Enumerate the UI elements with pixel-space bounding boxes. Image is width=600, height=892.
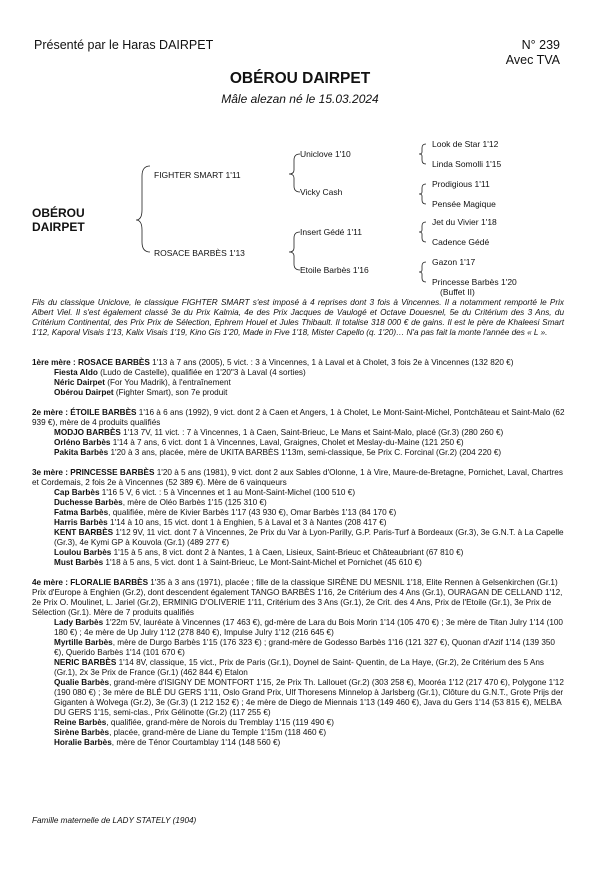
- subject-name-line2: DAIRPET: [32, 220, 85, 234]
- pedigree-chart: [0, 130, 600, 300]
- pedigree-bracket-subject: [136, 166, 150, 252]
- maternal-family: [32, 358, 566, 758]
- pedigree-subject: [32, 206, 85, 234]
- list-item: Myrtille Barbès, mère de Durgo Barbès 1'15 (176 323 €) ; grand-mère de Godesso Barbès 1'16 (121 327 €), Quonan d'Azif 1'14 (139 350 €), Querido Barbès 1'14 (101 670 €): [54, 638, 555, 657]
- dam-heading: 3e mère : PRINCESSE BARBÈS 1'20 à 5 ans (1981), 9 vict. dont 2 aux Sables d'Olonne, 1 à Vire, Maure-de-Bretagne, Pornichet, Laval, Chartres et Cordemais, 2 fois 2e à Vincennes (52 389 €). Mère de 6 vainqueurs: [32, 468, 563, 487]
- subject-name-line1: OBÉROU: [32, 206, 85, 220]
- vat-label: Avec TVA: [505, 53, 560, 67]
- dam-block-3: [32, 468, 566, 568]
- pedigree-sdd: Pensée Magique: [432, 199, 496, 209]
- list-item: Horalie Barbès, mère de Ténor Courtamblay 1'14 (148 560 €): [54, 738, 281, 747]
- list-item: Orléno Barbès 1'14 à 7 ans, 6 vict. dont 1 à Vincennes, Laval, Graignes, Cholet et Meslay-du-Maine (121 250 €): [54, 438, 464, 447]
- dam-block-1: [32, 358, 566, 398]
- pedigree-bracket-ss: [419, 144, 426, 164]
- lot-number-block: [506, 38, 560, 68]
- pedigree-dam-sire: Insert Gédé 1'11: [300, 227, 362, 237]
- horse-name-title: OBÉROU DAIRPET: [229, 70, 371, 87]
- pedigree-bracket-sd: [419, 184, 426, 204]
- list-item: Fiesta Aldo (Ludo de Castelle), qualifiée en 1'20"3 à Laval (4 sorties): [54, 368, 306, 377]
- pedigree-dsd: Cadence Gédé: [432, 237, 490, 247]
- pedigree-dds: Gazon 1'17: [432, 257, 476, 267]
- pedigree-bracket-dam: [289, 232, 300, 270]
- pedigree-sire: FIGHTER SMART 1'11: [154, 170, 241, 180]
- list-item: Loulou Barbès 1'15 à 5 ans, 8 vict. dont 2 à Nantes, 1 à Caen, Lisieux, Saint-Brieuc et Châteaubriant (67 810 €): [54, 548, 464, 557]
- pedigree-ddd-note: (Buffet II): [440, 287, 475, 297]
- pedigree-dam-dam: Etoile Barbès 1'16: [300, 265, 369, 275]
- lot-number: N° 239: [521, 38, 560, 52]
- pedigree-sds: Prodigious 1'11: [432, 179, 490, 189]
- dam-heading: 2e mère : ÉTOILE BARBÈS 1'16 à 6 ans (1992), 9 vict. dont 2 à Caen et Angers, 1 à Cholet, Le Mont-Saint-Michel, Pontchâteau et Saint-Malo (62 939 €), mère de 4 produits qualifiés: [32, 408, 565, 427]
- list-item: Obérou Dairpet (Fighter Smart), son 7e produit: [54, 388, 228, 397]
- pedigree-dam: ROSACE BARBÈS 1'13: [154, 248, 245, 258]
- list-item: Harris Barbès 1'14 à 10 ans, 15 vict. dont 1 à Enghien, 5 à Laval et 3 à Nantes (208 417 €): [54, 518, 387, 527]
- pedigree-bracket-dd: [419, 262, 426, 282]
- presenter-text: Présenté par le Haras DAIRPET: [34, 38, 214, 52]
- pedigree-bracket-ds: [419, 222, 426, 242]
- list-item: Duchesse Barbès, mère de Oléo Barbès 1'15 (125 310 €): [54, 498, 267, 507]
- pedigree-sss: Look de Star 1'12: [432, 139, 499, 149]
- dam-heading: 4e mère : FLORALIE BARBÈS 1'35 à 3 ans (1971), placée ; fille de la classique SIRÈNE DU MESNIL 1'18, Elite Rennen à Gelsenkirchen (Gr.1) Prix d'Europe à Enghien (Gr.2), dont descendent également TANGO BARBÈS 1'16, 2e Critérium des 4 Ans (Gr.1), OURAGAN DE CELLAND 1'12, 2e Prix O. Moulinet, L. Jariel (Gr.2), ERMINIG D'OLIVERIE 1'11, Critérium des 3 Ans (Gr.1), 2e Crit. des 4 Ans, Prix de l'Etoile (Gr.1), 3e Prix de Sélection (Gr.1). Mère de 7 produits qualifiés: [32, 578, 563, 617]
- horse-description: Mâle alezan né le 15.03.2024: [221, 92, 379, 106]
- list-item: MODJO BARBÈS 1'13 7V, 11 vict. : 7 à Vincennes, 1 à Caen, Saint-Brieuc, Le Mans et Saint-Malo, placé (Gr.3) (280 260 €): [54, 428, 504, 437]
- list-item: Cap Barbès 1'16 5 V, 6 vict. : 5 à Vincennes et 1 au Mont-Saint-Michel (100 510 €): [54, 488, 356, 497]
- sire-intro-paragraph: Fils du classique Uniclove, le classique FIGHTER SMART s'est imposé à 4 reprises dont 3 fois à Vincennes. Il a notamment remporté le Prix Albert Viel. Il s'est également classé 3e du Prix Kalmia, 4e des Prix Jacques de Vaulogé et Octave Douesnel, 5e du Critérium des 3 Ans, du Critérium Continental, des Prix Prix de Sélection, Ephrem Houel et Jules Thibault. Il totalise 318 000 € de gains. Il est le père de Khaleesi Smart 1'12, Kaporal Visais 1'13, Kalix Visais 1'19, Kino Gis 1'20, Made in Five 1'18, Mister Capello (q. 1'20)… N'a pas fait la monte l'année des « L ».: [32, 298, 564, 337]
- pedigree-ddd: Princesse Barbès 1'20: [432, 277, 517, 287]
- list-item: Qualie Barbès, grand-mère d'ISIGNY DE MONTFORT 1'15, 2e Prix Th. Lallouet (Gr.2) (303 258 €), Mooréa 1'12 (217 470 €), Polygone 1'12 (190 080 €) ; 3e mère de BLÉ DU GERS 1'11, Oslo Grand Prix, Ulf Thoresens Minnelop à Jarlsberg (Gr.1), Clôture du G.N.T., Grote Prijs der Giganten à Wolvega (Gr.2), 3e (Gr.3) (1 212 152 €) ; 4e mère de Diego de Miennais 1'13 (149 460 €), Java du Gers 1'14 (53 815 €), MELBA DU GERS 1'15, semi-clas., Prix Gélinotte (Gr.2) (117 255 €): [54, 678, 564, 717]
- pedigree-sire-sire: Uniclove 1'10: [300, 149, 351, 159]
- list-item: NERIC BARBÈS 1'14 8V, classique, 15 vict., Prix de Paris (Gr.1), Doynel de Saint- Quentin, de La Haye, (Gr.2), 2e Critérium des 5 Ans (Gr.1), 2x 3e Prix de France (Gr.1) (462 844 €) Etalon: [54, 658, 544, 677]
- dam-heading: 1ère mère : ROSACE BARBÈS 1'13 à 7 ans (2005), 5 vict. : 3 à Vincennes, 1 à Laval et à Cholet, 3 fois 2e à Vincennes (132 820 €): [32, 358, 514, 367]
- pedigree-dss: Jet du Vivier 1'18: [432, 217, 497, 227]
- pedigree-bracket-sire: [289, 154, 300, 192]
- list-item: KENT BARBÈS 1'12 9V, 11 vict. dont 7 à Vincennes, 2e Prix du Var à Lyon-Parilly, G.P. Paris-Turf à Bordeaux (Gr.3), 3e G.N.T. à La Capelle (Gr.3), 4e Kymi GP à Kouvola (Gr.1) (489 277 €): [54, 528, 564, 547]
- list-item: Reine Barbès, qualifiée, grand-mère de Norois du Tremblay 1'15 (119 490 €): [54, 718, 334, 727]
- pedigree-ssd: Linda Somolli 1'15: [432, 159, 502, 169]
- list-item: Must Barbès 1'18 à 5 ans, 5 vict. dont 1 à Saint-Brieuc, Le Mont-Saint-Michel et Pornichet (45 610 €): [54, 558, 422, 567]
- dam-block-2: [32, 408, 566, 458]
- list-item: Fatma Barbès, qualifiée, mère de Kivier Barbès 1'17 (43 930 €), Omar Barbès 1'13 (84 170 €): [54, 508, 397, 517]
- list-item: Pakita Barbès 1'20 à 3 ans, placée, mère de UKITA BARBÈS 1'13m, semi-classique, 5e Prix C. Forcinal (Gr.2) (204 220 €): [54, 448, 502, 457]
- pedigree-sire-dam: Vicky Cash: [300, 187, 343, 197]
- maternal-family-footer: Famille maternelle de LADY STATELY (1904): [32, 816, 197, 825]
- dam-block-4: [32, 578, 566, 748]
- list-item: Néric Dairpet (For You Madrik), à l'entraînement: [54, 378, 231, 387]
- list-item: Sirène Barbès, placée, grand-mère de Liane du Temple 1'15m (118 460 €): [54, 728, 327, 737]
- list-item: Lady Barbès 1'22m 5V, lauréate à Vincennes (17 463 €), gd-mère de Lara du Bois Morin 1'14 (105 470 €) ; 3e mère de Titan Julry 1'14 (100 180 €) ; 4e mère de Up Julry 1'12 (278 840 €), Impulse Julry 1'12 (216 645 €): [54, 618, 563, 637]
